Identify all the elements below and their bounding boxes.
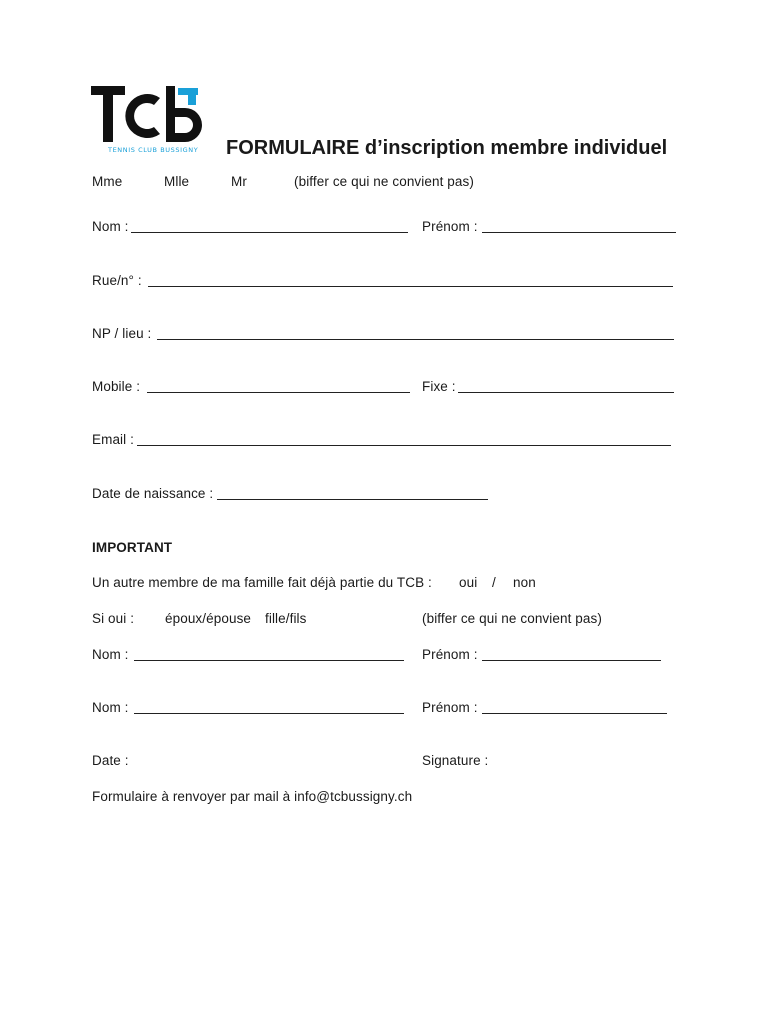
prenom-label: Prénom : bbox=[422, 219, 478, 234]
email-field[interactable] bbox=[137, 445, 671, 446]
email-label: Email : bbox=[92, 432, 134, 447]
nom-label: Nom : bbox=[92, 219, 129, 234]
mobile-label: Mobile : bbox=[92, 379, 141, 394]
signature-label: Signature : bbox=[422, 753, 489, 768]
prenom-field[interactable] bbox=[482, 232, 676, 233]
member1-prenom-field[interactable] bbox=[482, 660, 661, 661]
salutation-mme: Mme bbox=[92, 174, 123, 189]
logo-tagline: TENNIS CLUB BUSSIGNY bbox=[108, 146, 199, 154]
birthdate-field[interactable] bbox=[217, 499, 488, 500]
fixe-label: Fixe : bbox=[422, 379, 456, 394]
member2-nom-label: Nom : bbox=[92, 700, 129, 715]
answer-non[interactable]: non bbox=[513, 575, 536, 590]
member1-nom-label: Nom : bbox=[92, 647, 129, 662]
fixe-field[interactable] bbox=[458, 392, 674, 393]
np-lieu-label: NP / lieu : bbox=[92, 326, 152, 341]
send-instructions: Formulaire à renvoyer par mail à info@tcbussigny.ch bbox=[92, 789, 413, 804]
salutation-note: (biffer ce qui ne convient pas) bbox=[294, 174, 474, 189]
salutation-mr: Mr bbox=[231, 174, 247, 189]
relation-note: (biffer ce qui ne convient pas) bbox=[422, 611, 602, 626]
member2-nom-field[interactable] bbox=[134, 713, 404, 714]
tcb-logo-icon bbox=[90, 84, 202, 146]
np-lieu-field[interactable] bbox=[157, 339, 674, 340]
member1-nom-field[interactable] bbox=[134, 660, 404, 661]
club-logo bbox=[90, 84, 202, 158]
member2-prenom-field[interactable] bbox=[482, 713, 667, 714]
date-label: Date : bbox=[92, 753, 129, 768]
answer-separator: / bbox=[492, 575, 496, 590]
family-question: Un autre membre de ma famille fait déjà partie du TCB : bbox=[92, 575, 432, 590]
option-epoux[interactable]: époux/épouse bbox=[165, 611, 252, 626]
rue-label: Rue/n° : bbox=[92, 273, 142, 288]
si-oui-label: Si oui : bbox=[92, 611, 135, 626]
salutation-mlle: Mlle bbox=[164, 174, 190, 189]
member1-prenom-label: Prénom : bbox=[422, 647, 478, 662]
option-fille-fils[interactable]: fille/fils bbox=[265, 611, 307, 626]
mobile-field[interactable] bbox=[147, 392, 410, 393]
important-heading: IMPORTANT bbox=[92, 540, 173, 555]
nom-field[interactable] bbox=[131, 232, 408, 233]
form-title: FORMULAIRE d’inscription membre individuel bbox=[226, 137, 668, 159]
birthdate-label: Date de naissance : bbox=[92, 486, 214, 501]
answer-oui[interactable]: oui bbox=[459, 575, 478, 590]
member2-prenom-label: Prénom : bbox=[422, 700, 478, 715]
rue-field[interactable] bbox=[148, 286, 673, 287]
